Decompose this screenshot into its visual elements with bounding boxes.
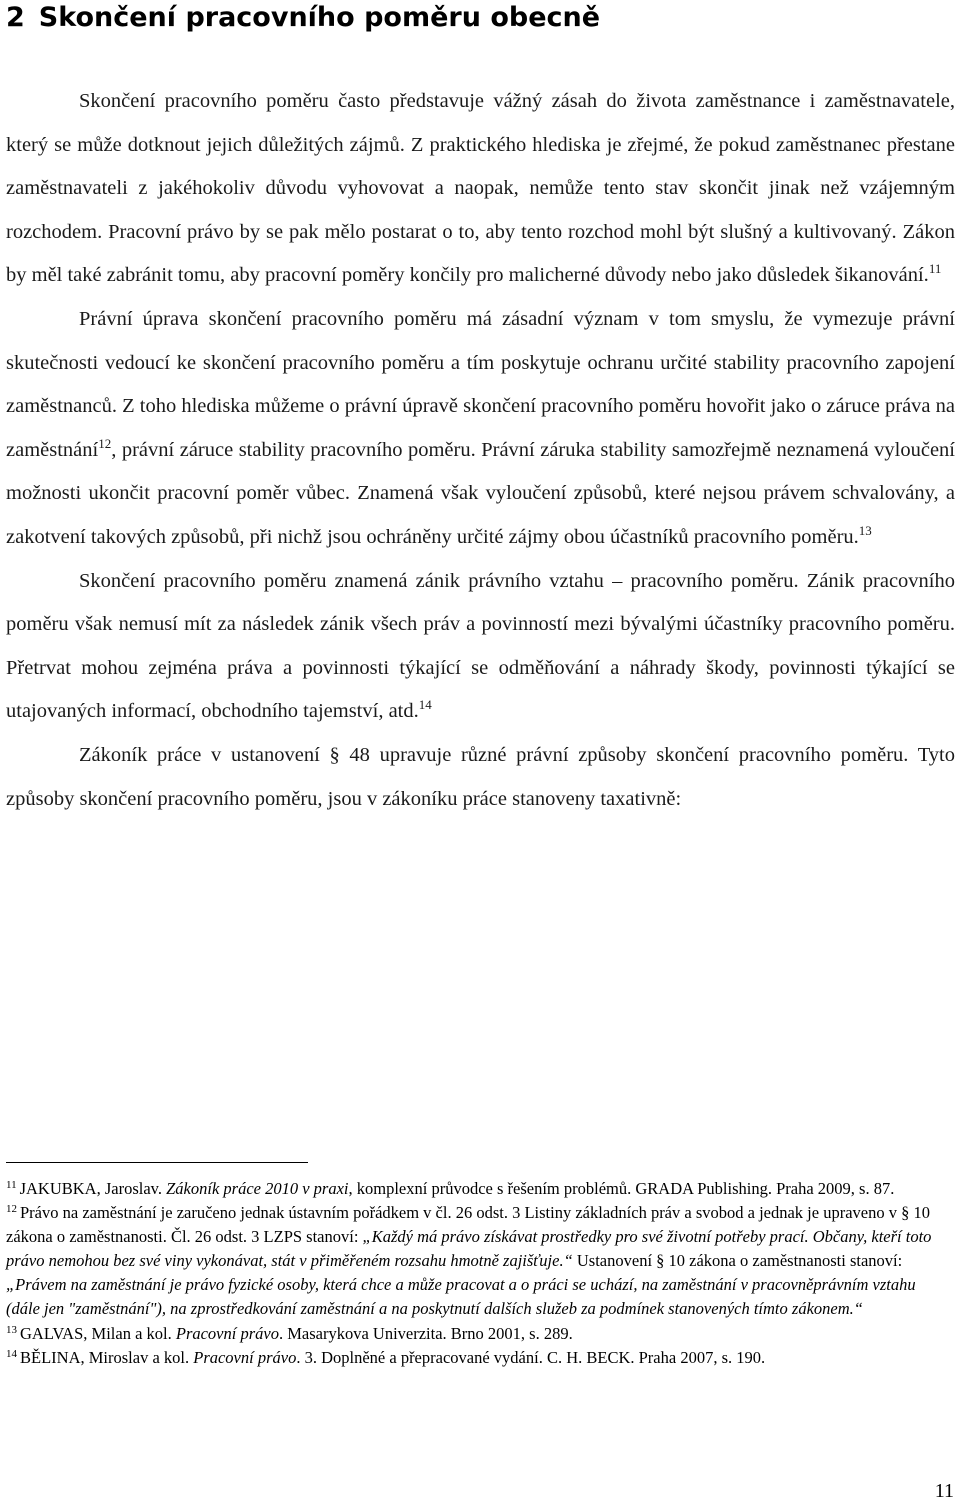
footnote-text: Ustanovení § 10 zákona o zaměstnanosti stanoví: — [572, 1251, 903, 1271]
footnote-ref: 12 — [98, 435, 112, 451]
footnote-number: 12 — [6, 1203, 17, 1216]
footnote — [6, 1177, 946, 1201]
footnote-italic: Zákoník práce 2010 v praxi — [166, 1179, 349, 1198]
paragraph — [6, 560, 955, 734]
paragraph — [6, 298, 955, 560]
footnote-text: Právo na zaměstnání je zaručeno jednak ústavním pořádkem v čl. 26 odst. 3 Listiny základních práv a svobod a jednak je upraveno v § 10 zákona o zaměstnanosti. Čl. 26 odst. 3 LZPS stanoví: — [6, 1203, 930, 1247]
paragraph-text: Skončení pracovního poměru znamená zánik právního vztahu – pracovního poměru. Zánik pracovního poměru však nemusí mít za následek zánik všech práv a povinností mezi bývalými účastníky pracovního poměru. Přetrvat mohou zejména práva a povinnosti týkající se odměňování a náhrady škody, povinnosti týkající se utajovaných informací, obchodního tajemství, atd. — [6, 569, 955, 723]
footnote-text: BĚLINA, Miroslav a kol. — [20, 1347, 194, 1367]
footnote-text: . Masarykova Univerzita. Brno 2001, s. 289. — [278, 1323, 573, 1343]
paragraph-text: Právní úprava skončení pracovního poměru má zásadní význam v tom smyslu, že vymezuje právní skutečnosti vedoucí ke skončení pracovního poměru a tím poskytuje ochranu určité stability pracovního zapojení zaměstnanců. Z toho hlediska můžeme o právní úpravě skončení pracovního poměru hovořit jako o záruce práva na zaměstnání — [6, 307, 955, 461]
footnote-italic: Pracovní právo — [175, 1323, 279, 1343]
body-text — [6, 80, 955, 821]
footnote-italic: „Každý má právo získávat prostředky pro své životní potřeby prací. Občany, kteří toto právo nemohou bez své viny vykonávat, stát v přiměřeném rozsahu hmotně zajišťuje.“ — [6, 1227, 932, 1271]
footnote-italic: Pracovní právo — [193, 1347, 297, 1367]
footnote-text: . 3. Doplněné a přepracované vydání. C. H. BECK. Praha 2007, s. 190. — [296, 1347, 766, 1367]
footnote-ref: 14 — [418, 697, 432, 713]
page-number: 11 — [934, 1480, 954, 1502]
footnote-separator — [6, 1162, 308, 1163]
paragraph — [6, 734, 955, 821]
footnote — [6, 1201, 946, 1321]
footnote-number: 14 — [6, 1347, 17, 1360]
footnote — [6, 1346, 946, 1370]
footnote-number: 11 — [6, 1178, 17, 1191]
chapter-heading — [6, 0, 600, 38]
footnote-text: GALVAS, Milan a kol. — [20, 1323, 176, 1343]
footnote — [6, 1322, 946, 1346]
footnote-text: , komplexní průvodce s řešením problémů. GRADA Publishing. Praha 2009, s. 87. — [348, 1179, 895, 1198]
paragraph-text: , právní záruce stability pracovního poměru. Právní záruka stability samozřejmě neznamená vyloučení možnosti ukončit pracovní poměr vůbec. Znamená však vyloučení způsobů, které nejsou právem schvalovány, a zakotvení takových způsobů, při nichž jsou ochráněny určité zájmy obou účastníků pracovního poměru. — [6, 438, 955, 548]
footnote-ref: 13 — [858, 523, 872, 539]
footnote-number: 13 — [6, 1323, 17, 1336]
paragraph-text: Skončení pracovního poměru často představuje vážný zásah do života zaměstnance i zaměstnavatele, který se může dotknout jejich důležitých zájmů. Z praktického hlediska je zřejmé, že pokud zaměstnanec přestane zaměstnavateli z jakéhokoliv důvodu vyhovovat a naopak, nemůže tento stav skončit jinak než vzájemným rozchodem. Pracovní právo by se pak mělo postarat o to, aby tento rozchod mohl být slušný a kultivovaný. Zákon by měl také zabránit tomu, aby pracovní poměry končily pro malicherné důvody nebo jako důsledek šikanování. — [6, 90, 955, 287]
footnotes — [6, 1177, 946, 1370]
footnote-text: JAKUBKA, Jaroslav. — [19, 1179, 167, 1198]
chapter-title: Skončení pracovního poměru obecně — [38, 2, 601, 33]
footnote-italic: „Právem na zaměstnání je právo fyzické osoby, která chce a může pracovat a o práci se uchází, na zaměstnání v pracovněprávním vztahu (dále jen "zaměstnání"), na zprostředkování zaměstnání a na poskytnutí dalších služeb za podmínek stanovených tímto zákonem.“ — [6, 1275, 916, 1319]
paragraph — [6, 80, 955, 298]
footnote-ref: 11 — [928, 261, 942, 277]
chapter-number: 2 — [6, 2, 25, 33]
paragraph-text: Zákoník práce v ustanovení § 48 upravuje různé právní způsoby skončení pracovního poměru. Tyto způsoby skončení pracovního poměru, jsou v zákoníku práce stanoveny taxativně: — [6, 743, 955, 810]
